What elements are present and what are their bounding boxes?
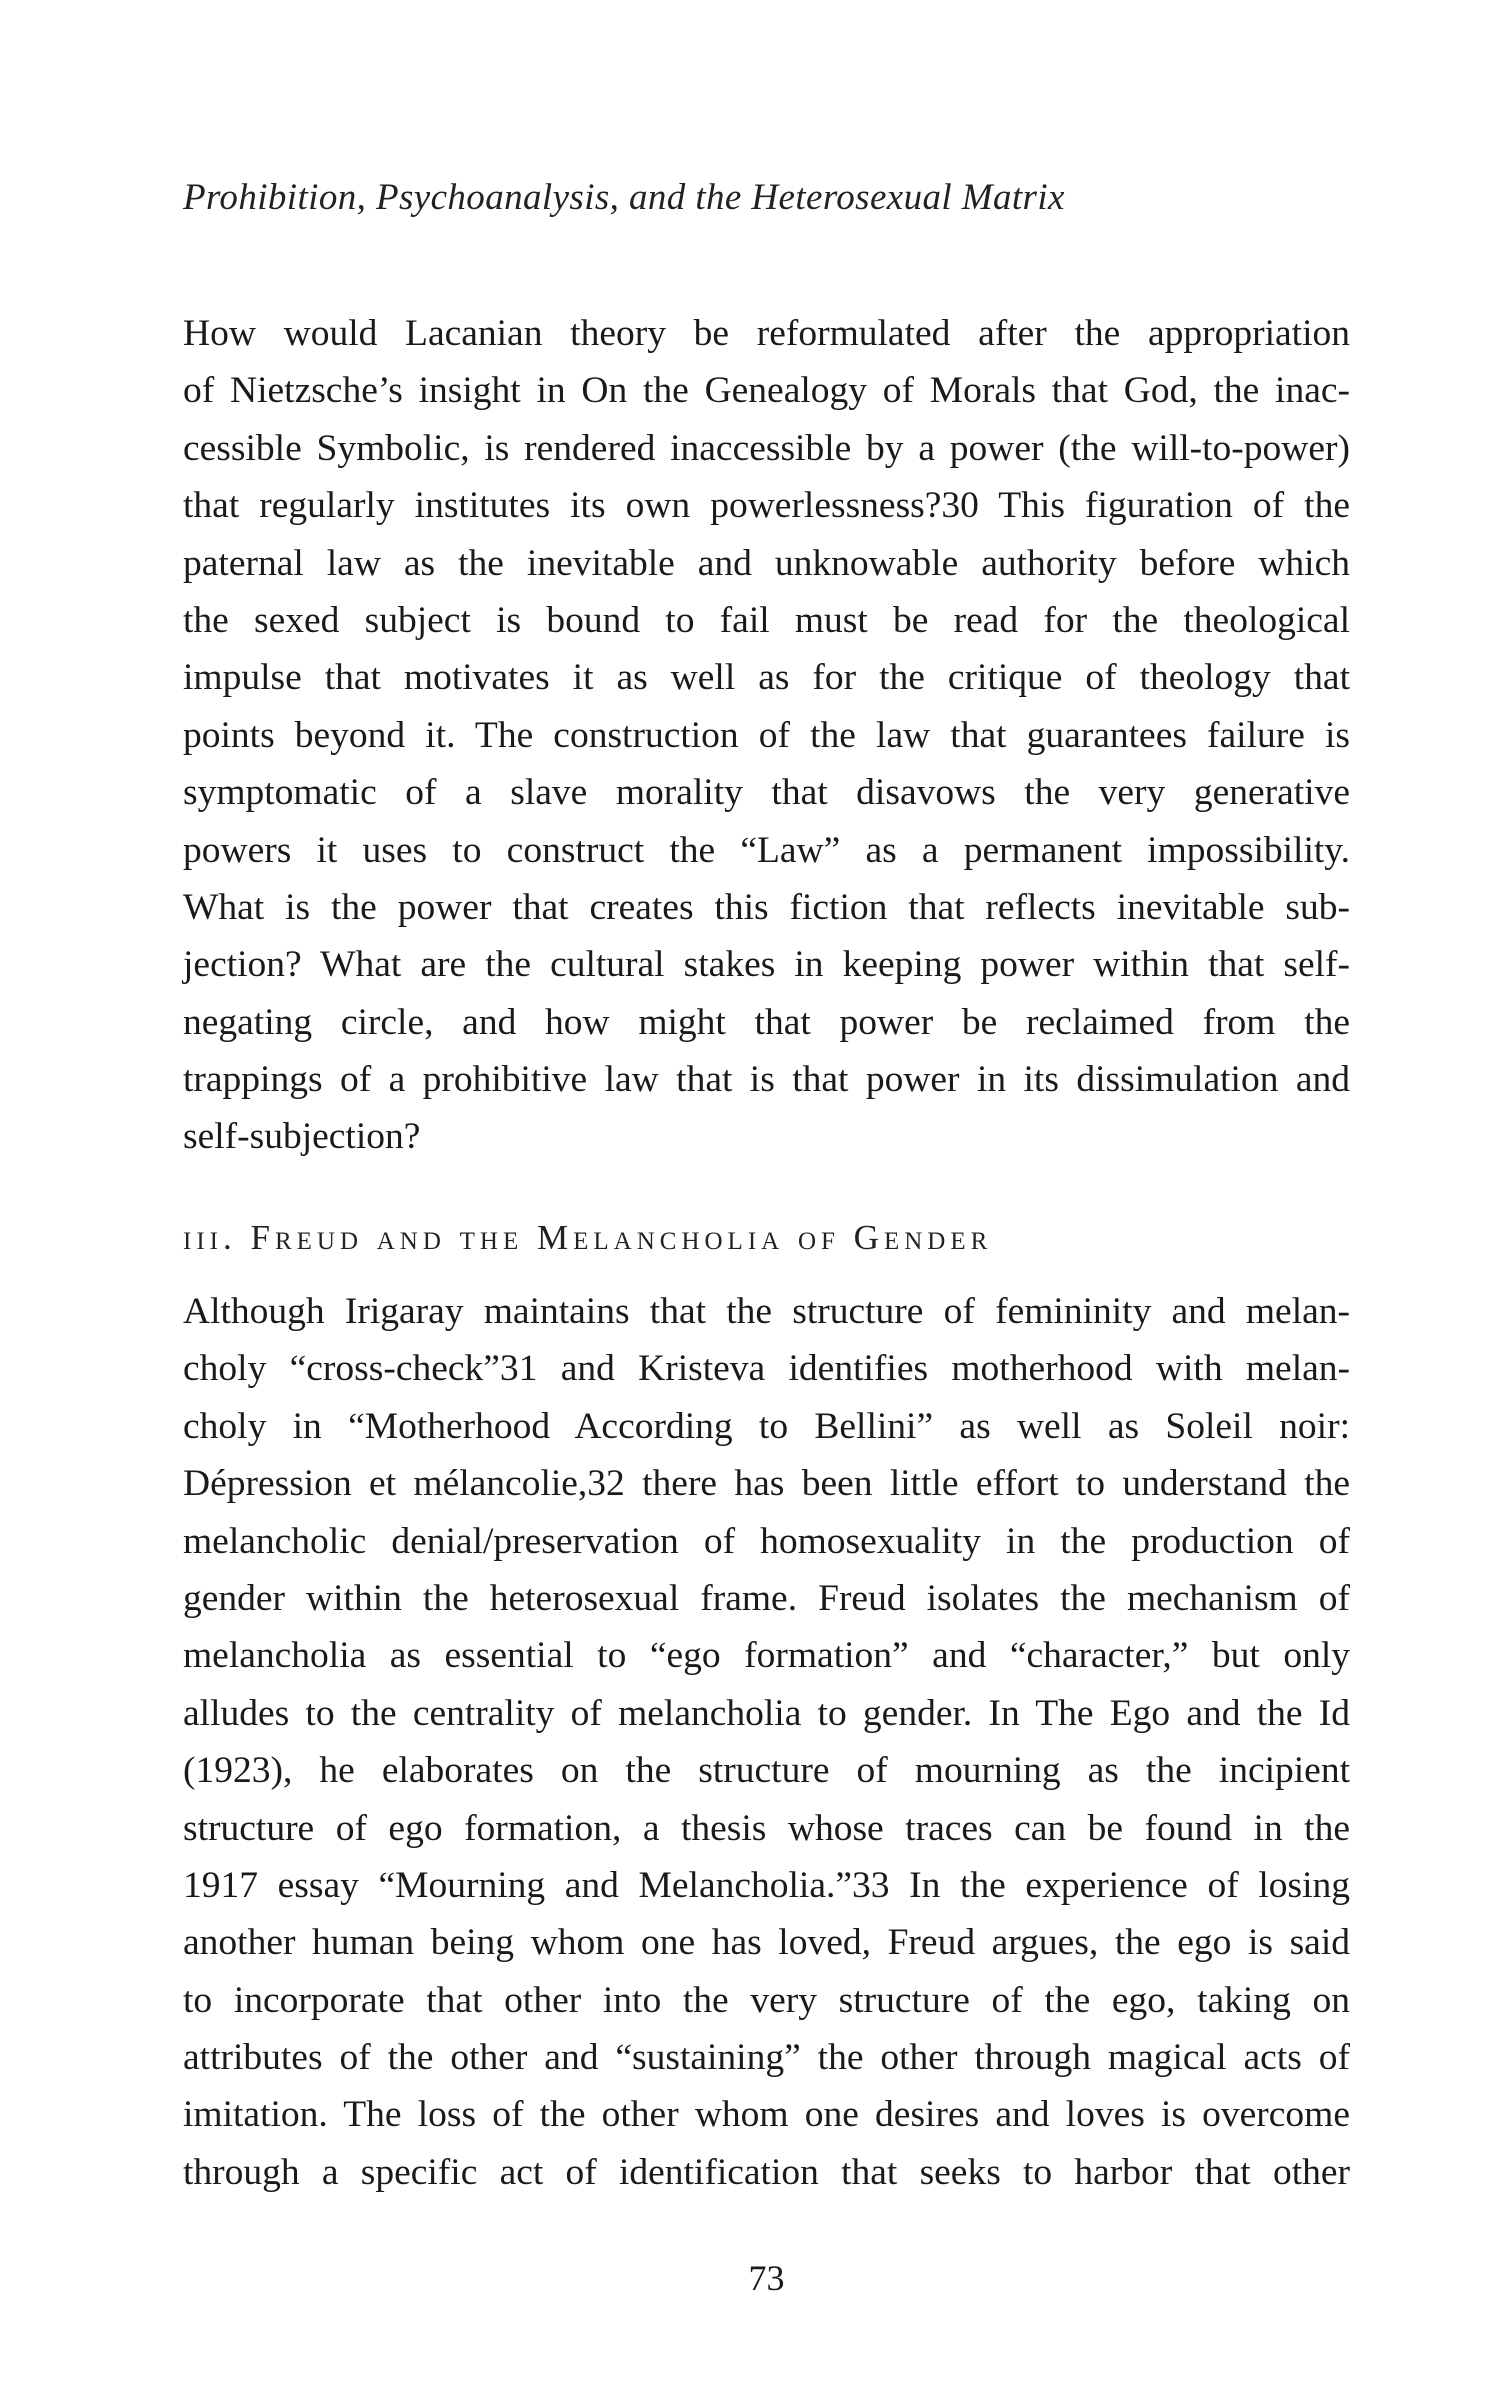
text-line: choly “cross-check”31 and Kristeva identifies motherhood with melan- [183, 1348, 1350, 1390]
text-line: Dépression et mélancolie,32 there has been little effort to understand the [183, 1463, 1350, 1505]
text-line: impulse that motivates it as well as for the critique of theology that [183, 657, 1350, 699]
text-line: trappings of a prohibitive law that is that power in its dissimulation and [183, 1059, 1350, 1101]
text-line: How would Lacanian theory be reformulated after the appropriation [183, 313, 1350, 354]
text-line: powers it uses to construct the “Law” as a permanent impossibility. [183, 829, 1350, 871]
running-head: Prohibition, Psychoanalysis, and the Heterosexual Matrix [183, 177, 1065, 218]
text-line: structure of ego formation, a thesis whose traces can be found in the [183, 1807, 1350, 1849]
text-line: 1917 essay “Mourning and Melancholia.”33 In the experience of losing [183, 1864, 1350, 1906]
text-line: melancholic denial/preservation of homosexuality in the production of [183, 1520, 1350, 1562]
text-line: the sexed subject is bound to fail must be read for the theological [183, 599, 1350, 641]
text-line: (1923), he elaborates on the structure of mourning as the incipient [183, 1750, 1350, 1792]
text-line: choly in “Motherhood According to Bellini” as well as Soleil noir: [183, 1405, 1350, 1447]
text-line: to incorporate that other into the very structure of the ego, taking on [183, 1979, 1350, 2021]
text-line: cessible Symbolic, is rendered inaccessible by a power (the will-to-power) [183, 427, 1350, 469]
paragraph-2 [183, 1283, 1350, 2201]
text-line: symptomatic of a slave morality that disavows the very generative [183, 772, 1350, 814]
text-line: alludes to the centrality of melancholia to gender. In The Ego and the Id [183, 1692, 1350, 1734]
text-line: attributes of the other and “sustaining” the other through magical acts of [183, 2037, 1350, 2079]
text-line: of Nietzsche’s insight in On the Genealogy of Morals that God, the inac- [183, 370, 1350, 412]
section-heading: iii. Freud and the Melancholia of Gender [183, 1218, 993, 1257]
text-line: self-subjection? [183, 1116, 421, 1158]
page-number: 73 [748, 2258, 785, 2298]
text-line: paternal law as the inevitable and unknowable authority before which [183, 542, 1350, 584]
text-line: What is the power that creates this fiction that reflects inevitable sub- [183, 886, 1350, 928]
text-line: imitation. The loss of the other whom one desires and loves is overcome [183, 2094, 1350, 2136]
text-line: jection? What are the cultural stakes in keeping power within that self- [183, 944, 1350, 986]
text-line: another human being whom one has loved, Freud argues, the ego is said [183, 1922, 1350, 1964]
text-line: points beyond it. The construction of the law that guarantees failure is [183, 714, 1350, 756]
text-line: melancholia as essential to “ego formation” and “character,” but only [183, 1635, 1350, 1677]
book-page [183, 0, 1350, 2400]
text-line: negating circle, and how might that power be reclaimed from the [183, 1001, 1350, 1043]
text-line: Although Irigaray maintains that the structure of femininity and melan- [183, 1291, 1350, 1332]
text-line: gender within the heterosexual frame. Freud isolates the mechanism of [183, 1577, 1350, 1619]
text-line: through a specific act of identification that seeks to harbor that other [183, 2151, 1350, 2193]
text-line: that regularly institutes its own powerlessness?30 This figuration of the [183, 485, 1350, 527]
paragraph-1 [183, 305, 1350, 1166]
